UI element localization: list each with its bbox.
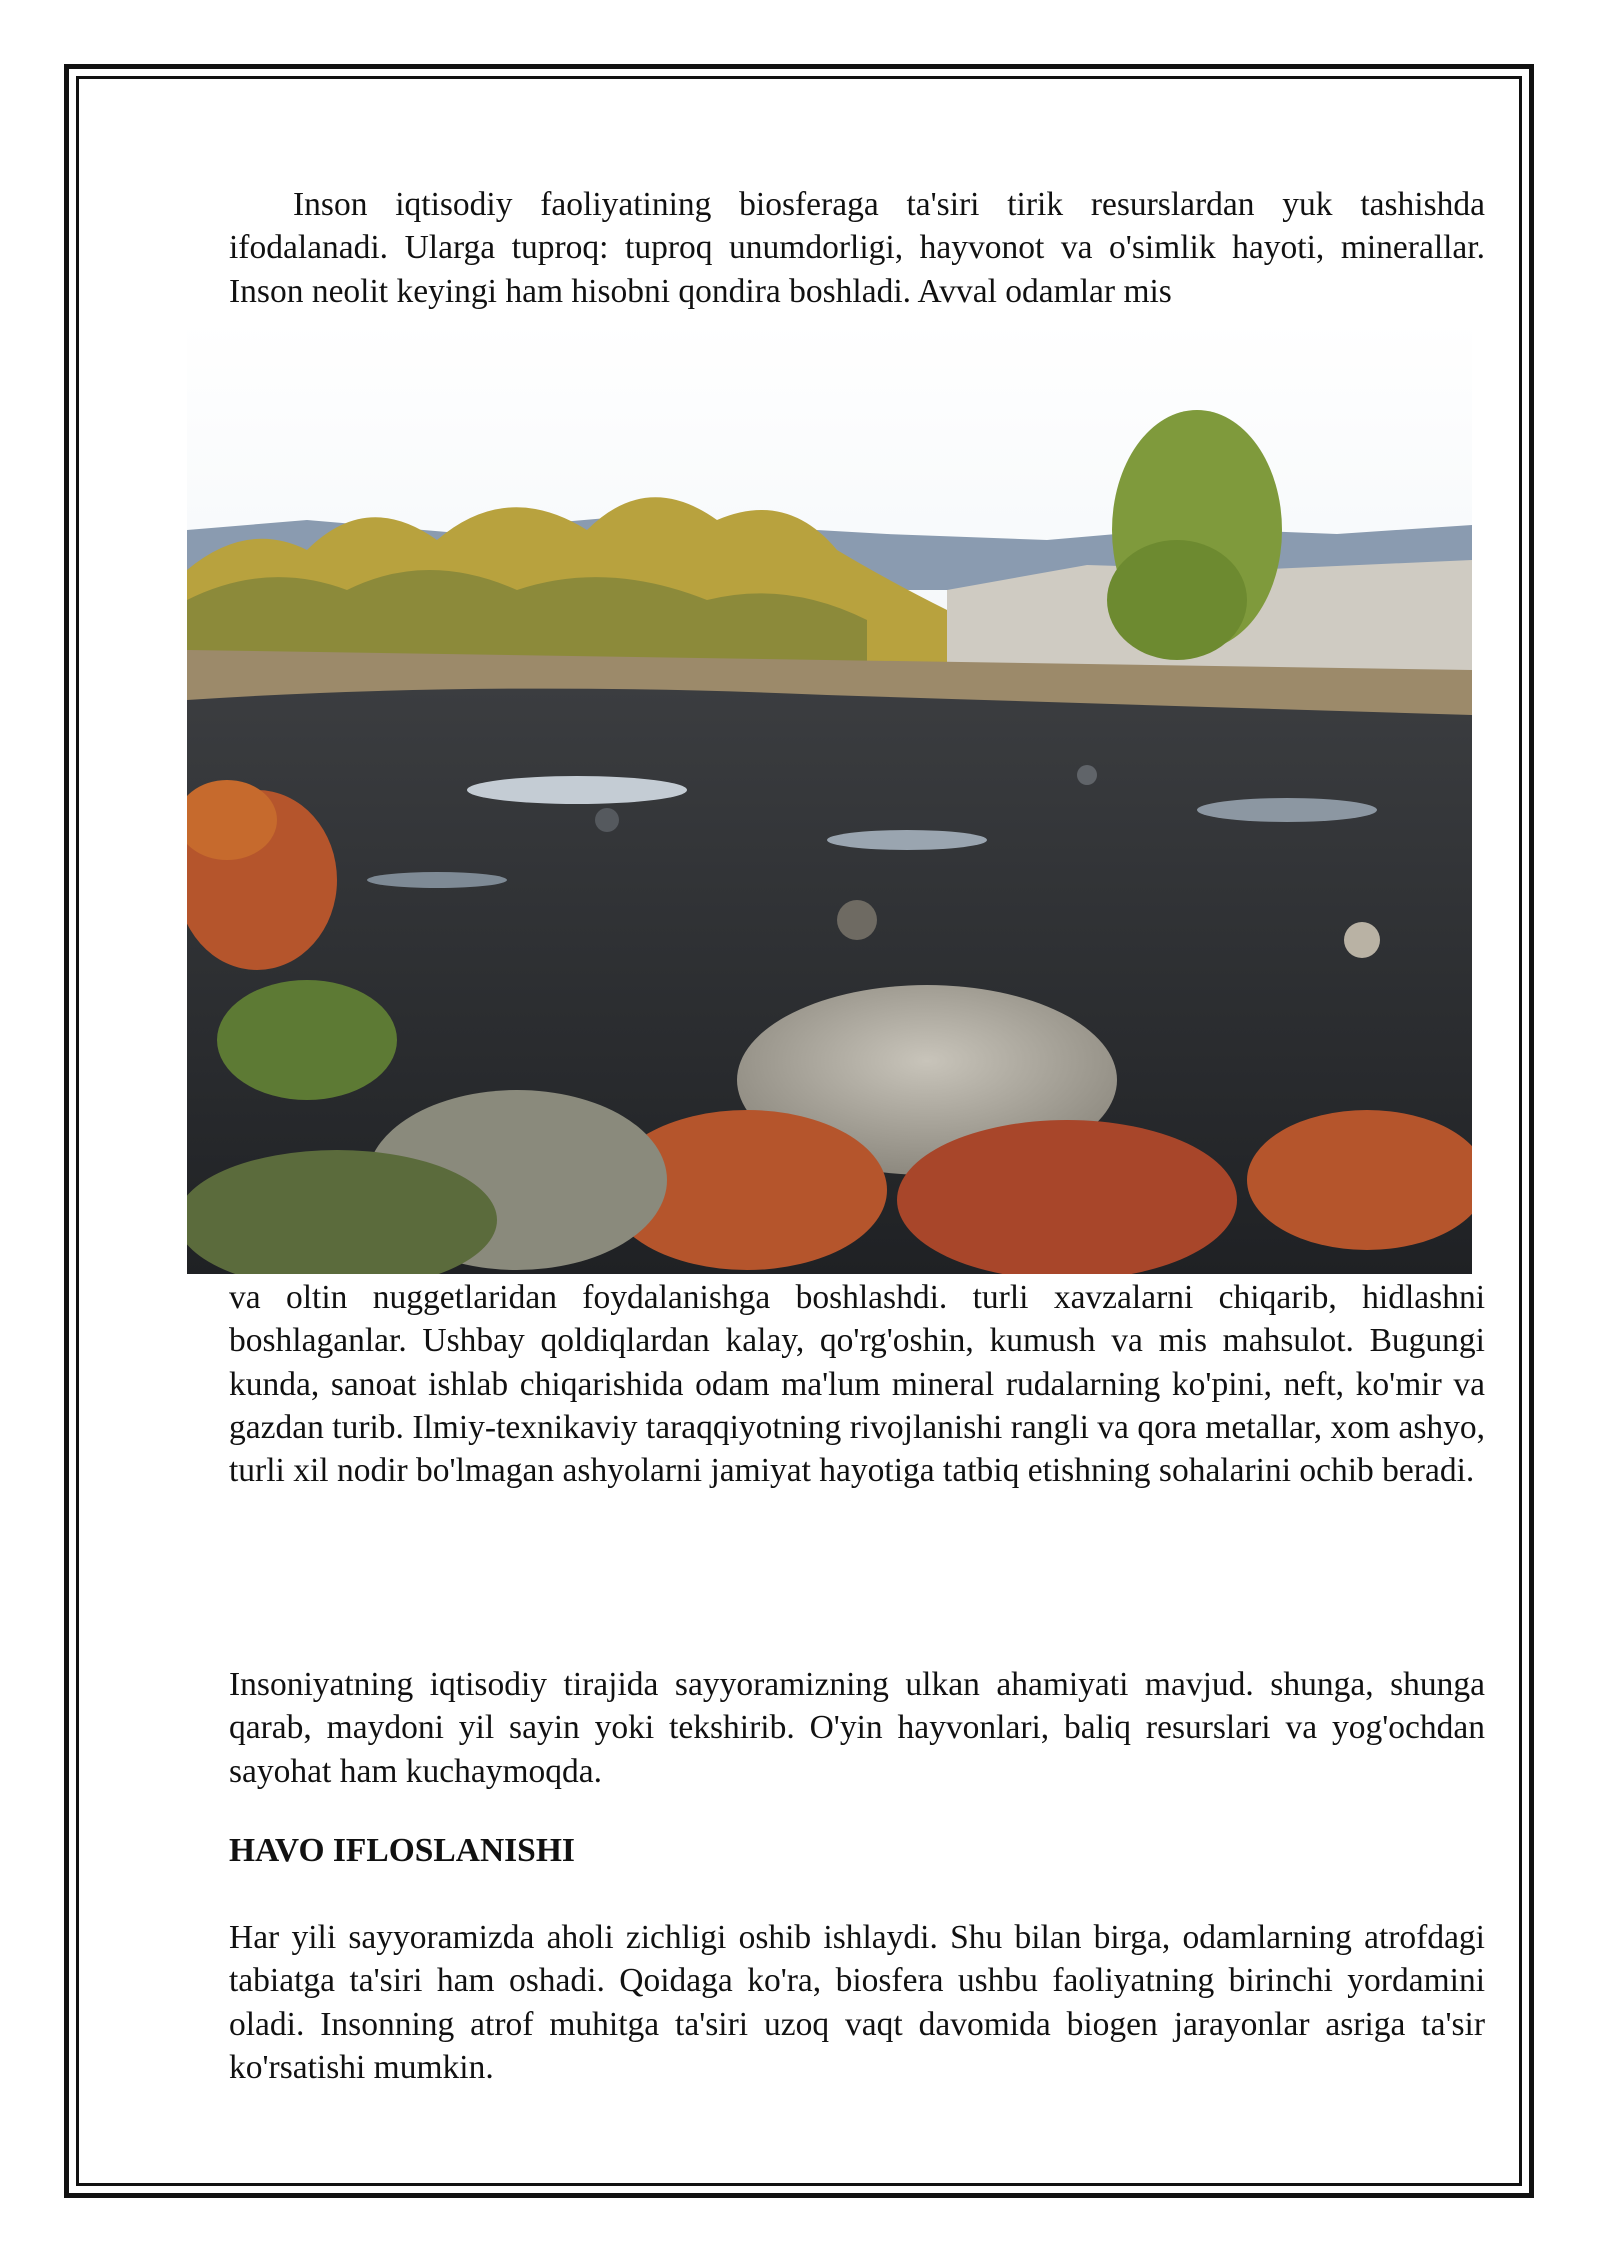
- section-heading: HAVO IFLOSLANISHI: [229, 1832, 575, 1869]
- paragraph-economy: Insoniyatning iqtisodiy tirajida sayyoramizning ulkan ahamiyati mavjud. shunga, shunga qarab, maydoni yil sayin yoki tekshirib. O'yin hayvonlari, baliq resurslari va yog'ochdan sayohat ham kuchaymoqda.: [229, 1666, 1485, 1790]
- paragraph-pollution: Har yili sayyoramizda aholi zichligi oshib ishlaydi. Shu bilan birga, odamlarning atrofdagi tabiatga ta'siri ham oshadi. Qoidaga ko'ra, biosfera ushbu faoliyatning birinchi yordamini oladi. Insonning atrof muhitga ta'siri uzoq vaqt davomida biogen jarayonlar asriga ta'sir ko'rsatishi mumkin.: [229, 1919, 1485, 2086]
- polluted-ground-photo: [187, 320, 1472, 1274]
- paragraph-intro: Inson iqtisodiy faoliyatining biosferaga ta'siri tirik resurslardan yuk tashishda ifodalanadi. Ularga tuproq: tuproq unumdorligi, hayvonot va o'simlik hayoti, minerallar. Inson neolit keyingi ham hisobni qondira boshladi. Avval odamlar mis: [229, 186, 1485, 310]
- paragraph-continuation: va oltin nuggetlaridan foydalanishga boshlashdi. turli xavzalarni chiqarib, hidlashni boshlaganlar. Ushbay qoldiqlardan kalay, qo'rg'oshin, kumush va mis mahsulot. Bugungi kunda, sanoat ishlab chiqarishida odam ma'lum mineral rudalarning ko'pini, neft, ko'mir va gazdan turib. Ilmiy-texnikaviy taraqqiyotning rivojlanishi rangli va qora metallar, xom ashyo, turli xil nodir bo'lmagan ashyolarni jamiyat hayotiga tatbiq etishning sohalarini ochib beradi.: [229, 1279, 1485, 1490]
